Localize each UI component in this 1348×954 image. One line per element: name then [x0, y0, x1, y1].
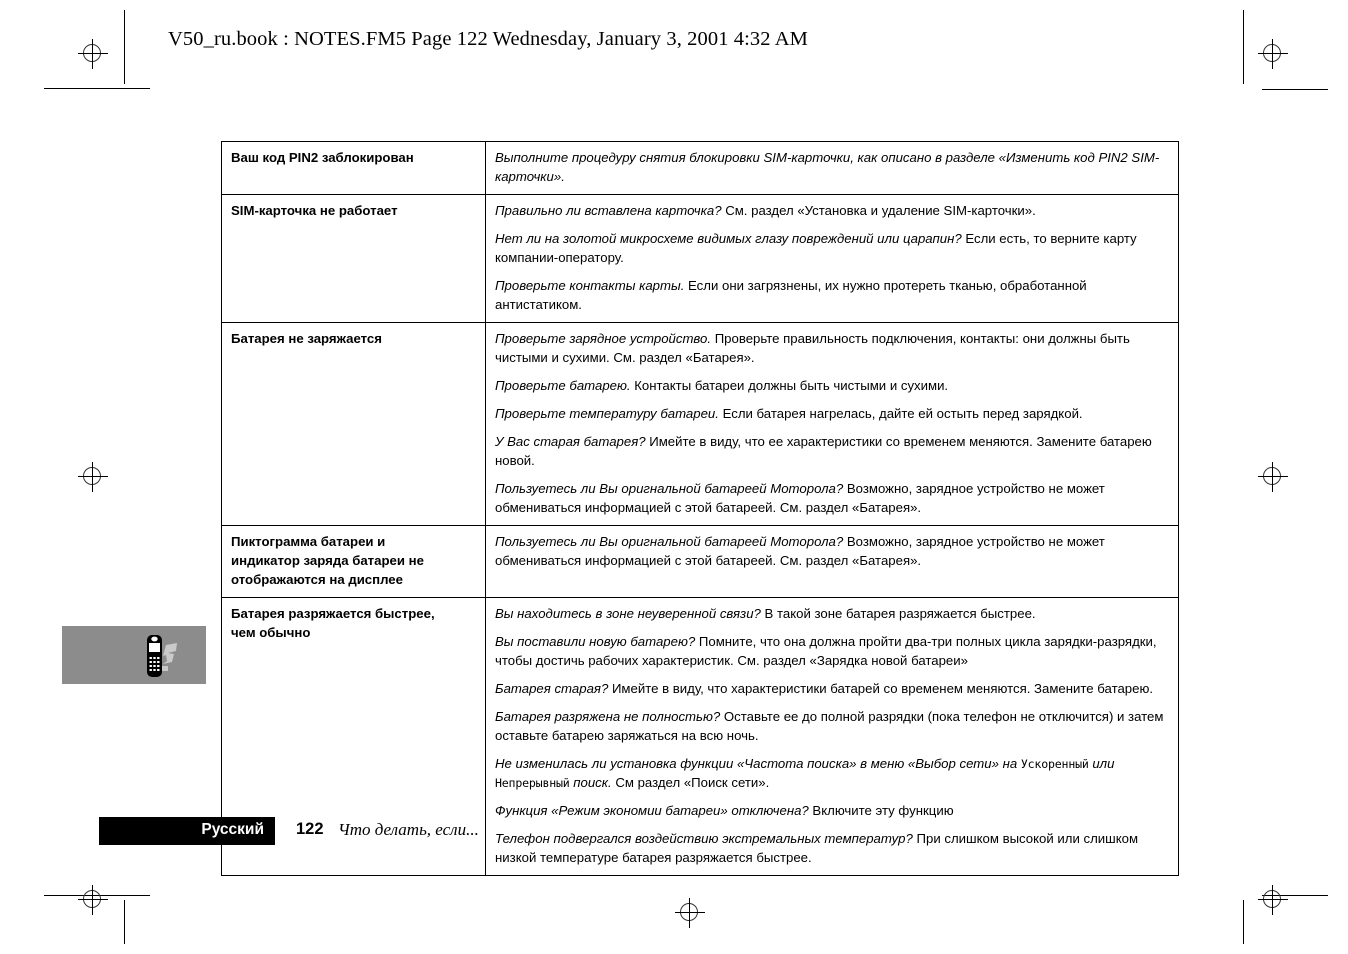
registration-mark-top-left	[78, 39, 108, 69]
solution-paragraph	[495, 376, 1169, 395]
solution-text: В такой зоне батарея разряжается быстрее.	[760, 606, 1036, 621]
solution-emphasis: Правильно ли вставлена карточка?	[495, 203, 722, 218]
solution-text: Возможно, зарядное устройство не может обмениваться информацией с этой батареей. См. раздел «Батарея».	[495, 534, 1105, 568]
solution-paragraph	[495, 532, 1169, 570]
solution-cell	[486, 195, 1179, 323]
problem-line: Батарея разряжается быстрее,	[231, 606, 435, 621]
solution-text: Включите эту функцию	[808, 803, 954, 818]
solution-emphasis: Нет ли на золотой микросхеме видимых глазу повреждений или царапин?	[495, 231, 962, 246]
solution-emphasis: Функция «Режим экономии батареи» отключена?	[495, 803, 809, 818]
solution-text: Помните, что она должна пройти два-три полных цикла зарядки-разрядки, чтобы достичь рабочих характеристик. См. раздел «Зарядка новой батареи»	[495, 634, 1157, 668]
solution-text: См. раздел «Установка и удаление SIM-карточки».	[721, 203, 1036, 218]
trim-line-left	[124, 10, 125, 84]
trim-line-bottom-left-v	[124, 900, 125, 944]
problem-line: отображаются на дисплее	[231, 572, 403, 587]
registration-mark-top-right	[1258, 39, 1288, 69]
registration-mark-bottom-right	[1258, 885, 1288, 915]
solution-emphasis: Вы находитесь в зоне неуверенной связи?	[495, 606, 761, 621]
problem-line: Пиктограмма батареи и	[231, 534, 386, 549]
solution-emphasis: Вы поставили новую батарею?	[495, 634, 696, 649]
solution-cell	[486, 323, 1179, 526]
solution-text: См раздел «Поиск сети».	[611, 775, 770, 790]
solution-paragraph	[495, 201, 1169, 220]
registration-mark-middle-right	[1258, 462, 1288, 492]
solution-paragraph	[495, 632, 1169, 670]
trim-line-bottom-right-v	[1243, 900, 1244, 944]
solution-text: Оставьте ее до полной разрядки (пока телефон не отключится) и затем оставьте батарею заряжаться на всю ночь.	[495, 709, 1164, 743]
solution-text: Если батарея нагрелась, дайте ей остыть перед зарядкой.	[718, 406, 1083, 421]
solution-emphasis: поиск.	[569, 775, 612, 790]
solution-cell	[486, 598, 1179, 876]
solution-text: Возможно, зарядное устройство не может обмениваться информацией с этой батареей. См. раздел «Батарея».	[495, 481, 1105, 515]
solution-text: Если они загрязнены, их нужно протереть тканью, обработанной антистатиком.	[495, 278, 1087, 312]
page-number: 122	[296, 820, 324, 838]
solution-emphasis: Не изменилась ли установка функции «Частота поиска» в меню «Выбор сети» на	[495, 756, 1021, 771]
solution-text: Имейте в виду, что ее характеристики со временем меняются. Замените батарею новой.	[495, 434, 1152, 468]
book-header-line: V50_ru.book : NOTES.FM5 Page 122 Wednesday, January 3, 2001 4:32 AM	[168, 28, 808, 50]
solution-paragraph	[495, 229, 1169, 267]
solution-text: Имейте в виду, что характеристики батарей со временем меняются. Замените батарею.	[608, 681, 1154, 696]
solution-emphasis: Проверьте зарядное устройство.	[495, 331, 712, 346]
problem-cell	[222, 142, 486, 195]
problem-line: Ваш код PIN2 заблокирован	[231, 150, 414, 165]
table-row	[222, 142, 1178, 195]
solution-paragraph	[495, 679, 1169, 698]
registration-mark-bottom-left	[78, 885, 108, 915]
solution-text: При слишком высокой или слишком низкой температуре батарея разряжается быстрее.	[495, 831, 1139, 865]
language-label: Русский	[201, 821, 264, 838]
solution-emphasis: или	[1088, 756, 1115, 771]
solution-cell	[486, 142, 1179, 195]
solution-paragraph	[495, 829, 1169, 867]
solution-text: Контакты батареи должны быть чистыми и сухими.	[630, 378, 949, 393]
solution-text: Если есть, то верните карту компании-оператору.	[495, 231, 1137, 265]
problem-line: SIM-карточка не работает	[231, 203, 398, 218]
solution-paragraph	[495, 604, 1169, 623]
screen-menu-option: Ускоренный	[1020, 757, 1089, 771]
trim-line-top-left	[44, 88, 150, 89]
solution-paragraph	[495, 276, 1169, 314]
solution-paragraph	[495, 801, 1169, 820]
table-body	[222, 142, 1178, 875]
registration-mark-middle-left	[78, 462, 108, 492]
problem-line: чем обычно	[231, 625, 311, 640]
section-title: Что делать, если...	[338, 820, 479, 839]
table-row	[222, 323, 1178, 526]
flip-phone-question-icon	[136, 631, 182, 681]
solution-emphasis: У Вас старая батарея?	[495, 434, 646, 449]
problem-cell	[222, 195, 486, 323]
troubleshooting-table	[221, 141, 1179, 876]
solution-paragraph	[495, 479, 1169, 517]
solution-emphasis: Пользуетесь ли Вы оригнальной батареей Моторола?	[495, 481, 844, 496]
registration-mark-bottom-center	[675, 898, 705, 928]
problem-line: индикатор заряда батареи не	[231, 553, 424, 568]
problem-line: Батарея не заряжается	[231, 331, 382, 346]
trim-line-right	[1243, 10, 1244, 84]
solution-emphasis: Проверьте батарею.	[495, 378, 631, 393]
language-bar	[99, 817, 275, 845]
solution-emphasis: Проверьте температуру батареи.	[495, 406, 719, 421]
solution-text: Проверьте правильность подключения, контакты: они должны быть чистыми и сухими. См. раздел «Батарея».	[495, 331, 1130, 365]
chapter-icon-tab	[62, 626, 206, 684]
solution-paragraph	[495, 707, 1169, 745]
solution-paragraph	[495, 754, 1169, 792]
solution-emphasis: Батарея старая?	[495, 681, 609, 696]
problem-cell	[222, 323, 486, 526]
solution-cell	[486, 526, 1179, 598]
solution-paragraph	[495, 432, 1169, 470]
solution-emphasis: Выполните процедуру снятия блокировки SIM-карточки, как описано в разделе «Изменить код PIN2 SIM-карточки».	[495, 150, 1160, 184]
solution-paragraph	[495, 329, 1169, 367]
problem-cell	[222, 526, 486, 598]
solution-paragraph	[495, 148, 1169, 186]
table-row	[222, 195, 1178, 323]
solution-emphasis: Пользуетесь ли Вы оригнальной батареей Моторола?	[495, 534, 844, 549]
table-row	[222, 526, 1178, 598]
solution-paragraph	[495, 404, 1169, 423]
solution-emphasis: Проверьте контакты карты.	[495, 278, 685, 293]
screen-menu-option: Непрерывный	[495, 776, 570, 790]
solution-emphasis: Телефон подвергался воздействию экстремальных температур?	[495, 831, 913, 846]
solution-emphasis: Батарея разряжена не полностью?	[495, 709, 721, 724]
trim-line-top-right	[1262, 89, 1328, 90]
